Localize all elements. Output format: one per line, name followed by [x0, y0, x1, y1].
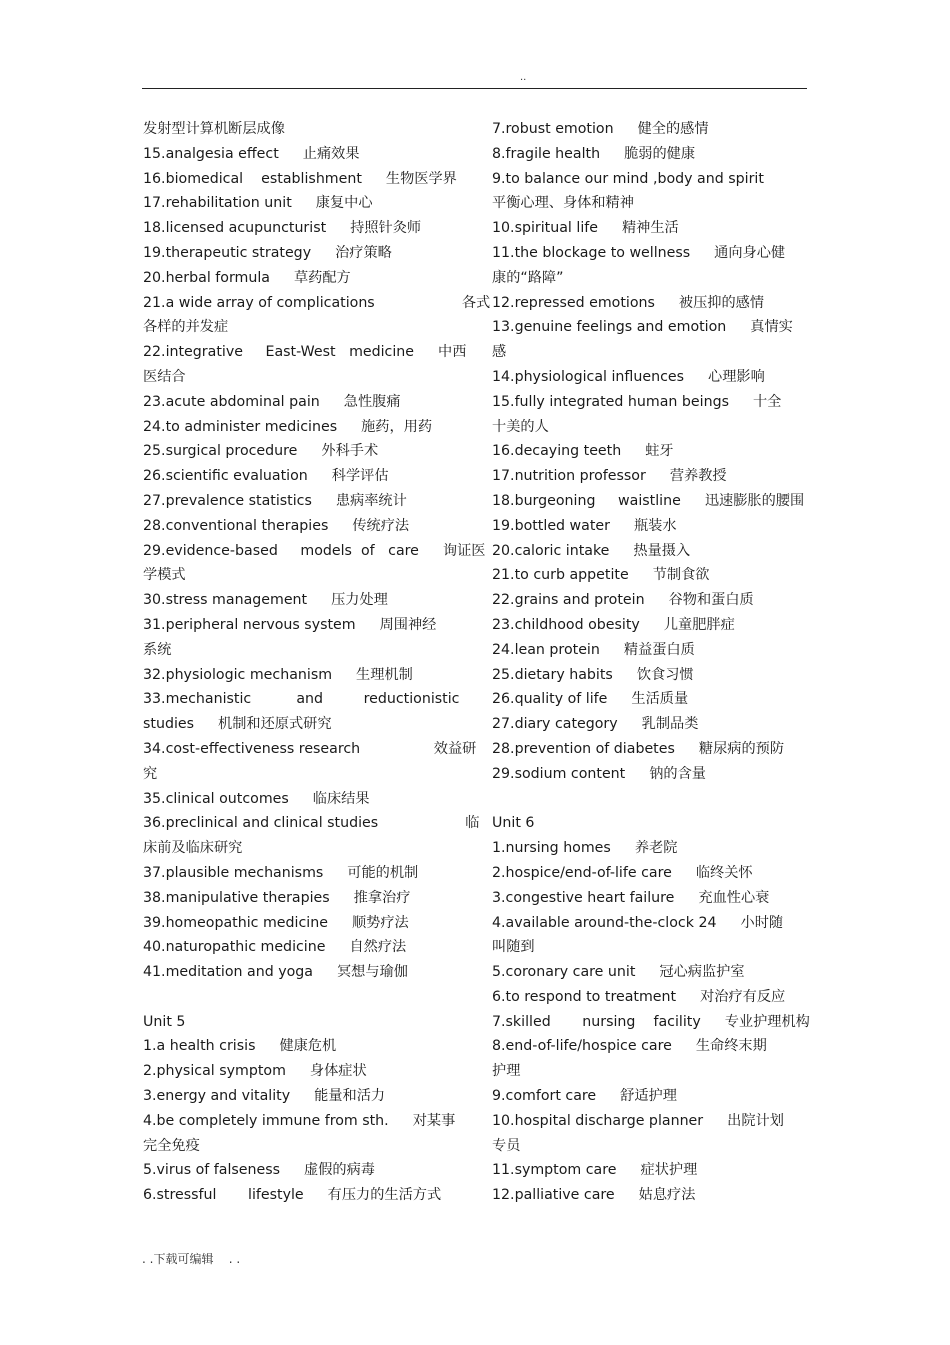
glossary-term: 18.licensed acupuncturist: [143, 220, 327, 237]
glossary-term: 8.end-of-life/hospice care: [492, 1038, 672, 1055]
glossary-line: [143, 390, 455, 415]
glossary-translation: 专业护理机构: [724, 1013, 810, 1030]
glossary-term: 40.naturopathic medicine: [143, 939, 326, 956]
glossary-term: 32.physiologic mechanism: [143, 666, 333, 683]
glossary-line: [492, 1134, 804, 1159]
glossary-translation: 谷物和蛋白质: [668, 592, 754, 609]
glossary-term: 19.therapeutic strategy: [143, 244, 312, 261]
glossary-term: 发射型计算机断层成像: [143, 121, 285, 137]
glossary-term: 护理: [492, 1063, 521, 1080]
glossary-term: 29.sodium content: [492, 765, 626, 782]
glossary-term: 15.analgesia effect: [143, 145, 279, 162]
glossary-line: [492, 1059, 804, 1084]
glossary-translation: 健全的感情: [637, 121, 709, 137]
glossary-line: [143, 439, 455, 464]
glossary-line: [492, 191, 804, 216]
glossary-line: [492, 266, 804, 291]
glossary-translation: 询证医: [442, 542, 486, 559]
glossary-translation: 充血性心衰: [698, 889, 770, 906]
glossary-line: [492, 935, 804, 960]
glossary-term: 平衡心理、身体和精神: [492, 195, 634, 212]
glossary-line: [143, 886, 455, 911]
glossary-line: [492, 737, 804, 762]
glossary-term: 1.nursing homes: [492, 840, 611, 857]
glossary-line: [143, 415, 455, 440]
glossary-line: [492, 142, 804, 167]
glossary-term: 医结合: [143, 368, 186, 385]
glossary-term: 27.prevalence statistics: [143, 492, 312, 509]
glossary-term: 27.diary category: [492, 716, 618, 733]
glossary-line: [143, 638, 455, 663]
glossary-term: 31.peripheral nervous system: [143, 616, 356, 633]
glossary-term: 23.childhood obesity: [492, 616, 640, 633]
glossary-term: 24.lean protein: [492, 641, 600, 658]
glossary-term: 38.manipulative therapies: [143, 889, 330, 906]
glossary-translation: 对治疗有反应: [700, 988, 786, 1005]
glossary-line: [492, 340, 804, 365]
footer: . .下载可编辑 . .: [142, 1252, 241, 1266]
glossary-line: [492, 365, 804, 390]
glossary-translation: 康复中心: [315, 195, 373, 212]
glossary-line: [492, 489, 804, 514]
right-column: [492, 117, 810, 1208]
glossary-term: 10.hospital discharge planner: [492, 1112, 704, 1129]
glossary-line: [492, 762, 804, 787]
glossary-translation: 十全: [752, 393, 782, 410]
glossary-translation: 治疗策略: [335, 244, 392, 261]
glossary-translation: 真情实: [750, 319, 793, 336]
glossary-line: [492, 216, 804, 241]
glossary-line: [492, 638, 804, 663]
glossary-line: [492, 117, 804, 142]
glossary-line: [143, 737, 477, 762]
glossary-line: [492, 911, 804, 936]
glossary-term: 20.caloric intake: [492, 542, 610, 559]
glossary-term: 36.preclinical and clinical studies: [143, 815, 379, 832]
glossary-term: 12.repressed emotions: [492, 294, 655, 311]
glossary-term: 13.genuine feelings and emotion: [492, 319, 727, 336]
glossary-term: Unit 5: [143, 1013, 186, 1030]
glossary-translation: 临床结果: [312, 790, 370, 807]
glossary-line: [143, 315, 455, 340]
glossary-translation: 施药，用药: [361, 418, 433, 435]
glossary-term: 2.hospice/end-of-life care: [492, 864, 672, 881]
glossary-translation: 可能的机制: [347, 864, 419, 881]
glossary-term: 22.integrative East-West medicine: [143, 344, 415, 361]
glossary-line: [492, 464, 804, 489]
glossary-line: [143, 663, 455, 688]
glossary-term: 28.conventional therapies: [143, 517, 329, 534]
glossary-line: [143, 241, 455, 266]
glossary-term: 21.a wide array of complications: [143, 294, 375, 311]
glossary-line: [492, 539, 804, 564]
glossary-translation: 压力处理: [331, 592, 388, 609]
glossary-translation: 节制食欲: [652, 567, 710, 584]
glossary-line: [143, 1134, 455, 1159]
glossary-line: [143, 489, 455, 514]
glossary-term: 15.fully integrated human beings: [492, 393, 729, 410]
glossary-term: 3.congestive heart failure: [492, 889, 675, 906]
glossary-translation: 推拿治疗: [353, 889, 411, 906]
glossary-term: 各样的并发症: [143, 319, 229, 336]
glossary-line: [492, 960, 804, 985]
glossary-term: 21.to curb appetite: [492, 567, 629, 584]
glossary-line: [143, 539, 486, 564]
glossary-line: [143, 712, 455, 737]
glossary-term: Unit 6: [492, 815, 535, 832]
glossary-translation: 迅速膨胀的腰围: [704, 492, 805, 509]
glossary-line: [143, 836, 455, 861]
glossary-line: [143, 811, 480, 836]
glossary-term: 8.fragile health: [492, 145, 601, 162]
glossary-line: [492, 588, 804, 613]
glossary-term: 床前及临床研究: [143, 840, 243, 857]
glossary-translation: 能量和活力: [314, 1088, 386, 1105]
glossary-translation: 小时随: [740, 914, 784, 931]
glossary-line: [143, 142, 455, 167]
glossary-translation: 持照针灸师: [350, 220, 422, 237]
glossary-term: 11.the blockage to wellness: [492, 244, 691, 261]
glossary-translation: 草药配方: [293, 269, 351, 286]
glossary-line: [143, 687, 460, 712]
glossary-translation: 传统疗法: [352, 517, 410, 534]
glossary-line: [492, 663, 804, 688]
glossary-line: [492, 861, 804, 886]
glossary-line: [492, 712, 804, 737]
glossary-term: 24.to administer medicines: [143, 418, 338, 435]
glossary-term: studies: [143, 716, 195, 733]
glossary-line: [143, 167, 455, 192]
glossary-translation: 姑息疗法: [638, 1187, 696, 1204]
glossary-line: [143, 911, 455, 936]
glossary-translation: 热量摄入: [633, 542, 691, 559]
glossary-term: 康的“路障”: [492, 269, 564, 286]
glossary-term: 29.evidence-based models of care: [143, 542, 419, 559]
glossary-translation: 患病率统计: [335, 492, 407, 509]
glossary-line: [143, 762, 455, 787]
glossary-translation: 儿童肥胖症: [663, 616, 735, 633]
glossary-translation: 脆弱的健康: [624, 145, 696, 162]
glossary-line: [143, 1059, 455, 1084]
glossary-term: 学模式: [143, 567, 186, 584]
glossary-term: 41.meditation and yoga: [143, 964, 313, 981]
glossary-line: [492, 1183, 804, 1208]
glossary-translation: 钠的含量: [649, 765, 706, 782]
glossary-line: [492, 167, 804, 192]
glossary-line: [143, 365, 455, 390]
glossary-term: 34.cost-effectiveness research: [143, 740, 361, 757]
glossary-line: [492, 291, 804, 316]
glossary-translation: 身体症状: [309, 1063, 367, 1080]
glossary-translation: 健康危机: [279, 1038, 337, 1055]
glossary-translation: 生理机制: [356, 666, 413, 683]
glossary-line: [492, 836, 804, 861]
glossary-line: [143, 117, 455, 142]
glossary-line: [143, 787, 455, 812]
glossary-term: 26.quality of life: [492, 691, 608, 708]
glossary-term: 6.to respond to treatment: [492, 988, 677, 1005]
glossary-term: 18.burgeoning waistline: [492, 492, 681, 509]
glossary-term: 11.symptom care: [492, 1162, 617, 1179]
glossary-term: 4.be completely immune from sth.: [143, 1112, 389, 1129]
glossary-translation: 出院计划: [727, 1112, 784, 1129]
glossary-term: 4.available around-the-clock 24: [492, 914, 717, 931]
header-mark: ..: [520, 72, 527, 83]
glossary-line: [492, 514, 804, 539]
glossary-line: [143, 514, 455, 539]
glossary-translation: 外科手术: [321, 443, 379, 460]
glossary-line: [492, 1084, 804, 1109]
glossary-translation: 生命终末期: [695, 1038, 767, 1055]
glossary-translation: 营养教授: [669, 468, 727, 485]
glossary-term: 感: [492, 344, 507, 361]
glossary-term: 37.plausible mechanisms: [143, 864, 324, 881]
glossary-line: [143, 340, 467, 365]
glossary-term: 5.virus of falseness: [143, 1162, 281, 1179]
glossary-term: 33.mechanistic and reductionistic: [143, 691, 460, 708]
glossary-line: [143, 588, 455, 613]
glossary-term: 9.comfort care: [492, 1088, 597, 1105]
glossary-translation: 临终关怀: [695, 864, 753, 881]
glossary-term: 16.decaying teeth: [492, 443, 622, 460]
glossary-translation: 中西: [438, 344, 467, 361]
glossary-term: 22.grains and protein: [492, 592, 645, 609]
glossary-term: 25.surgical procedure: [143, 443, 298, 460]
glossary-term: 3.energy and vitality: [143, 1088, 291, 1105]
glossary-translation: 止痛效果: [302, 145, 360, 162]
glossary-translation: 各式: [398, 294, 491, 311]
glossary-translation: 急性腹痛: [343, 393, 401, 410]
glossary-line: [492, 613, 804, 638]
glossary-line: [143, 563, 455, 588]
glossary-term: 究: [143, 765, 158, 782]
glossary-term: 16.biomedical establishment: [143, 170, 362, 187]
glossary-term: 10.spiritual life: [492, 220, 598, 237]
glossary-line: [492, 787, 804, 812]
glossary-line: [143, 266, 455, 291]
glossary-translation: 周围神经: [379, 616, 437, 633]
glossary-translation: 症状护理: [640, 1162, 698, 1179]
glossary-term: 专员: [492, 1137, 521, 1154]
glossary-line: [492, 687, 804, 712]
glossary-term: 12.palliative care: [492, 1187, 615, 1204]
left-column: [143, 117, 491, 1208]
glossary-term: 30.stress management: [143, 592, 308, 609]
glossary-term: 14.physiological influences: [492, 368, 684, 385]
glossary-translation: 顺势疗法: [351, 914, 409, 931]
glossary-line: [492, 985, 804, 1010]
glossary-line: [492, 439, 804, 464]
glossary-line: [492, 811, 804, 836]
glossary-term: 28.prevention of diabetes: [492, 740, 675, 757]
glossary-line: [492, 315, 804, 340]
glossary-line: [492, 415, 804, 440]
glossary-term: 17.rehabilitation unit: [143, 195, 292, 212]
glossary-translation: 虚假的病毒: [304, 1162, 375, 1179]
glossary-translation: 冠心病监护室: [659, 964, 745, 981]
glossary-line: [492, 563, 804, 588]
glossary-translation: 效益研: [384, 740, 477, 757]
glossary-term: 25.dietary habits: [492, 666, 613, 683]
glossary-translation: 精神生活: [621, 220, 679, 237]
glossary-line: [143, 985, 455, 1010]
glossary-term: 19.bottled water: [492, 517, 610, 534]
glossary-translation: 养老院: [634, 840, 678, 857]
glossary-translation: 科学评估: [331, 468, 389, 485]
glossary-line: [143, 464, 455, 489]
glossary-line: [492, 1109, 804, 1134]
glossary-line: [492, 1034, 804, 1059]
glossary-term: 7.robust emotion: [492, 121, 614, 137]
glossary-line: [143, 935, 455, 960]
glossary-translation: 心理影响: [708, 368, 765, 385]
glossary-term: 35.clinical outcomes: [143, 790, 289, 807]
glossary-line: [143, 1084, 455, 1109]
glossary-term: 5.coronary care unit: [492, 964, 636, 981]
glossary-translation: 临: [402, 815, 480, 832]
glossary-translation: 机制和还原式研究: [218, 716, 332, 733]
header-rule: [142, 88, 807, 89]
glossary-line: [143, 1109, 455, 1134]
glossary-line: [143, 191, 455, 216]
glossary-translation: 乳制品类: [641, 716, 699, 733]
glossary-term: 1.a health crisis: [143, 1038, 256, 1055]
glossary-line: [143, 1034, 455, 1059]
glossary-line: [143, 291, 491, 316]
glossary-line: [492, 1158, 804, 1183]
glossary-term: 26.scientific evaluation: [143, 468, 308, 485]
glossary-term: 20.herbal formula: [143, 269, 270, 286]
glossary-translation: 饮食习惯: [636, 666, 694, 683]
glossary-line: [143, 1010, 455, 1035]
glossary-term: 叫随到: [492, 939, 535, 956]
glossary-line: [143, 861, 455, 886]
glossary-term: 9.to balance our mind ,body and spirit: [492, 170, 764, 187]
glossary-line: [143, 960, 455, 985]
glossary-term: 2.physical symptom: [143, 1063, 286, 1080]
glossary-term: 系统: [143, 641, 172, 658]
glossary-translation: 生活质量: [631, 691, 689, 708]
glossary-line: [143, 1183, 455, 1208]
glossary-line: [143, 1158, 455, 1183]
glossary-translation: 生物医学界: [385, 170, 457, 187]
glossary-translation: 对某事: [412, 1112, 456, 1129]
glossary-term: 完全免疫: [143, 1137, 200, 1154]
glossary-line: [492, 886, 804, 911]
glossary-translation: 瓶装水: [633, 517, 677, 534]
glossary-term: 17.nutrition professor: [492, 468, 646, 485]
glossary-line: [143, 216, 455, 241]
glossary-term: 39.homeopathic medicine: [143, 914, 328, 931]
glossary-line: [143, 613, 455, 638]
glossary-translation: 蛀牙: [645, 443, 674, 460]
glossary-line: [492, 241, 804, 266]
glossary-term: 十美的人: [492, 418, 549, 435]
glossary-translation: 通向身心健: [714, 244, 786, 261]
glossary-translation: 自然疗法: [349, 939, 407, 956]
glossary-term: 6.stressful lifestyle: [143, 1187, 304, 1204]
glossary-translation: 精益蛋白质: [623, 641, 695, 658]
glossary-term: 7.skilled nursing facility: [492, 1013, 701, 1030]
glossary-translation: 有压力的生活方式: [327, 1187, 442, 1204]
glossary-translation: 被压抑的感情: [678, 294, 765, 311]
glossary-line: [492, 390, 804, 415]
glossary-line: [492, 1010, 810, 1035]
glossary-translation: 糖尿病的预防: [698, 740, 785, 757]
glossary-translation: 舒适护理: [620, 1088, 677, 1105]
glossary-term: 23.acute abdominal pain: [143, 393, 320, 410]
glossary-translation: 冥想与瑜伽: [336, 964, 408, 981]
